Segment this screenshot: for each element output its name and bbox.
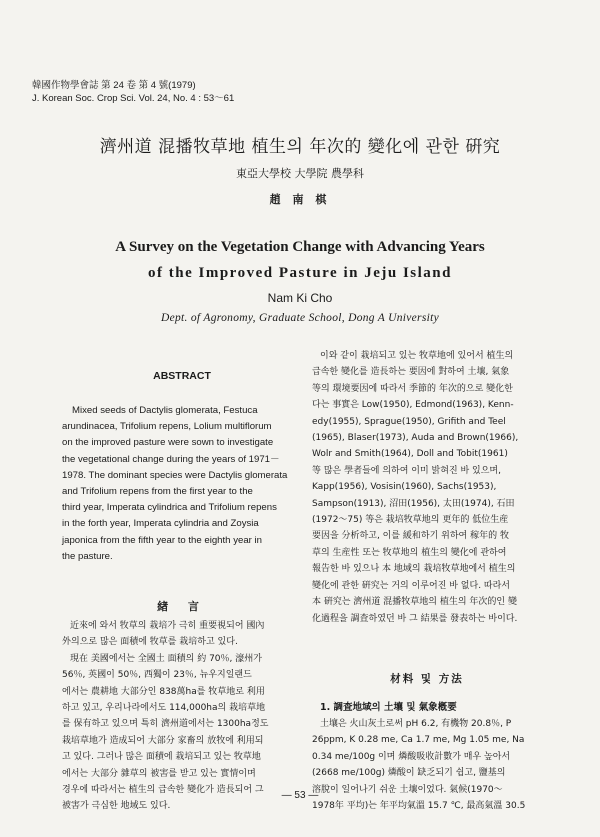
title-english-line-2: of the Improved Pasture in Jeju Island <box>148 265 452 281</box>
right-column-line: Kapp(1956), Vosisin(1960), Sachs(1953), <box>312 482 497 493</box>
right-column-line: (1965), Blaser(1973), Auda and Brown(1966), <box>312 433 519 444</box>
introduction-line: 하고 있고, 우리나라에서도 114,000ha의 栽培草地 <box>62 703 266 714</box>
methods-heading: 材料 및 方法 <box>390 673 464 685</box>
introduction-line: 被害가 극심한 地域도 있다. <box>62 801 171 812</box>
introduction-continued-body <box>312 348 542 627</box>
author-english: Nam Ki Cho <box>267 291 333 305</box>
affiliation-korean: 東亞大學校 大學院 農學科 <box>236 167 364 180</box>
right-column-line: 급속한 變化를 造長하는 要因에 對하여 土壤, 氣象 <box>312 367 510 378</box>
introduction-line: 現在 美國에서는 全國土 面積의 約 70％, 濠州가 <box>70 653 262 664</box>
methods-line: 0.34 me/100g 이며 燐酸吸收計數가 매우 높아서 <box>312 751 511 762</box>
abstract-line: the pasture. <box>62 550 113 562</box>
abstract-line: 1978. The dominant species were Dactylis glomerata <box>62 469 288 481</box>
introduction-line: 에서는 農耕地 大部分인 838萬ha를 牧草地로 利用 <box>62 686 265 697</box>
right-column-line: 草의 生産性 또는 牧草地의 植生의 變化에 관하여 <box>312 547 507 558</box>
right-column-line: 이와 같이 栽培되고 있는 牧草地에 있어서 植生의 <box>320 351 514 361</box>
abstract-line: japonica from the fifth year to the eighth year in <box>62 534 262 546</box>
methods-line: 1978年 平均)는 年平均氣溫 15.7 ℃, 最高氣溫 30.5 <box>312 801 526 812</box>
methods-line: 26ppm, K 0.28 me, Ca 1.7 me, Mg 1.05 me, Na <box>312 735 525 746</box>
abstract-heading: ABSTRACT <box>153 370 211 382</box>
abstract-line: third year, Imperata cylindrica and Trifolium repens <box>62 502 277 514</box>
right-column-line: 等 많은 學者들에 의하여 이미 밝혀진 바 있으며, <box>312 465 501 476</box>
journal-header <box>32 79 234 105</box>
abstract-line: arundinacea, Trifolium repens, Lolium multiflorum <box>62 421 272 433</box>
introduction-line: 近來에 와서 牧草의 栽培가 극히 重要視되어 國內 <box>70 621 265 631</box>
introduction-line: 外의으로 많은 面積에 牧草를 栽培하고 있다. <box>62 637 238 648</box>
introduction-line: 경우에 따라서는 植生의 급속한 變化가 造長되어 그 <box>62 785 264 796</box>
right-column-line: Wolr and Smith(1964), Doll and Tobit(1961) <box>312 449 508 460</box>
right-column-line: edy(1955), Sprague(1950), Grifith and Teel <box>312 416 506 427</box>
abstract-line: and Trifolium repens from the first year to the <box>62 486 253 498</box>
right-column-line: 要因을 分析하고, 이를 緩和하기 위하여 稼年的 牧 <box>312 531 509 542</box>
abstract-body <box>62 403 302 565</box>
right-column-line: Sampson(1913), 沼田(1956), 太田(1974), 石田 <box>312 498 515 509</box>
introduction-line: 栽培草地가 造成되어 大部分 家畜의 放牧에 利用되 <box>62 735 264 746</box>
abstract-line: Mixed seeds of Dactylis glomerata, Festuca <box>72 405 258 416</box>
methods-line: (2668 me/100g) 燐酸이 缺乏되기 쉽고, 鹽基의 <box>312 768 506 779</box>
title-english <box>0 234 600 286</box>
introduction-line: 고 있다. 그러나 많은 面積에 栽培되고 있는 牧草地 <box>62 752 261 763</box>
methods-line: 土壤은 火山灰土로써 pH 6.2, 有機物 20.8％, P <box>320 719 512 729</box>
journal-citation-korean: 韓國作物學會誌 第 24 卷 第 4 號(1979) <box>32 80 196 91</box>
abstract-line: on the improved pasture were sown to investigate <box>62 437 274 449</box>
methods-subheading: 1. 調査地域의 土壤 및 氣象槪要 <box>320 702 457 713</box>
right-column-line: 다는 事實은 Low(1950), Edmond(1963), Kenn- <box>312 400 514 411</box>
affiliation-english: Dept. of Agronomy, Graduate School, Dong A University <box>160 312 440 324</box>
right-column-line: 化過程을 調査하였던 바 그 結果를 發表하는 바이다. <box>312 613 518 624</box>
page-number: — 53 — <box>281 790 319 801</box>
introduction-line: 56％, 英國이 50％, 西獨이 23％, 뉴우지일랜드 <box>62 670 252 681</box>
methods-line: 溶脫이 일어나기 쉬운 土壤이었다. 氣候(1970～ <box>312 784 503 795</box>
right-column-line: 等의 環境要因에 따라서 季節的 年次的으로 變化한 <box>312 383 513 394</box>
title-korean: 濟州道 混播牧草地 植生의 年次的 變化에 관한 硏究 <box>99 137 501 157</box>
author-korean: 趙 南 棋 <box>269 193 331 206</box>
right-column-line: 變化에 관한 硏究는 거의 이루어진 바 없다. 따라서 <box>312 580 510 591</box>
introduction-body <box>62 618 302 815</box>
title-english-line-1: A Survey on the Vegetation Change with Advancing Years <box>115 239 485 255</box>
introduction-heading: 緖 言 <box>157 600 207 613</box>
abstract-line: in the forth year, Imperata cylindria and Zoysia <box>62 518 259 530</box>
right-column-line: 本 硏究는 濟州道 混播牧草地의 植生의 年次的인 變 <box>312 597 517 608</box>
introduction-line: 에서는 大部分 雜草의 被害를 받고 있는 實情이며 <box>62 768 256 779</box>
right-column-line: 報告한 바 있으나 本 地域의 栽培牧草地에서 植生의 <box>312 564 516 575</box>
abstract-line: the vegetational change during the years of 1971－ <box>62 453 280 465</box>
right-column-line: (1972～75) 等은 栽培牧草地의 更年的 低位生産 <box>312 515 509 526</box>
journal-citation-english: J. Korean Soc. Crop Sci. Vol. 24, No. 4 : 53～61 <box>32 93 235 104</box>
introduction-line: 를 保有하고 있으며 특히 濟州道에서는 1300ha정도 <box>62 719 269 730</box>
